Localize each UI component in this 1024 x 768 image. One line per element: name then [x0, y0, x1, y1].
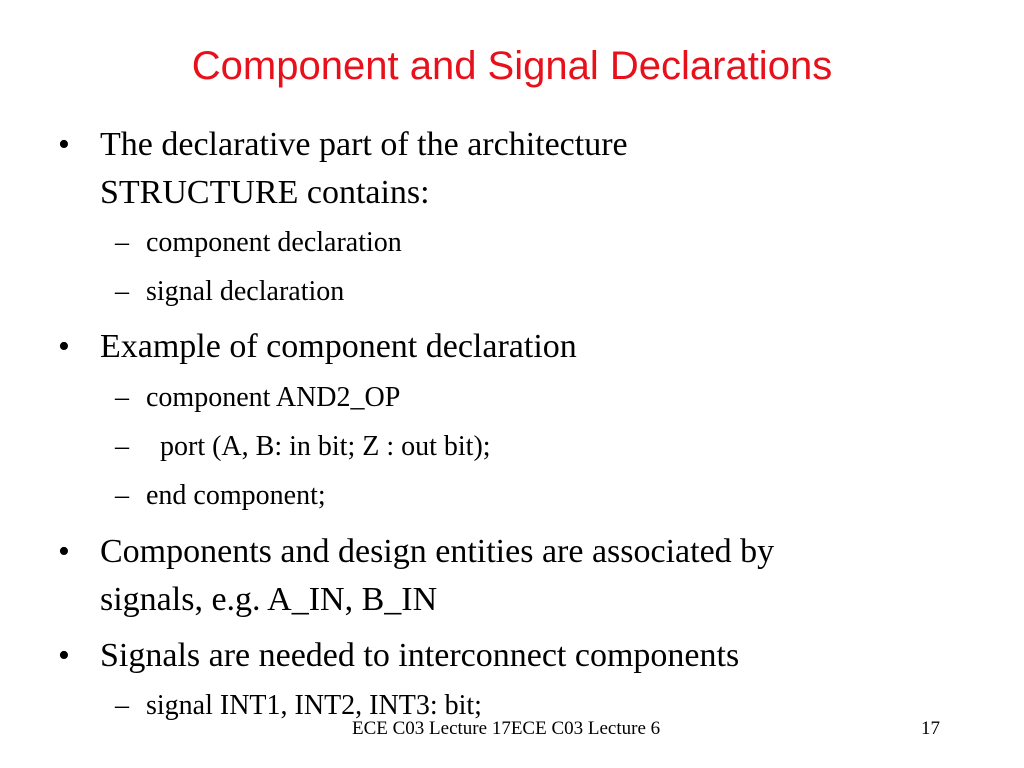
sub-bullet-marker: – [115, 382, 129, 413]
sub-bullet-text: signal INT1, INT2, INT3: bit; [146, 690, 482, 721]
sub-bullet-text: end component; [146, 480, 326, 511]
sub-bullet-text: signal declaration [146, 276, 345, 307]
sub-bullet-marker: – [115, 227, 129, 258]
bullet-text: Signals are needed to interconnect components [100, 637, 740, 674]
bullet-marker: • [58, 328, 70, 365]
sub-bullet-text: component declaration [146, 227, 402, 258]
bullet-marker: • [58, 637, 70, 674]
page-number: 17 [921, 718, 940, 739]
bullet-marker: • [58, 126, 70, 163]
bullet-text: STRUCTURE contains: [100, 174, 430, 211]
sub-bullet-marker: – [115, 690, 129, 721]
footer-text: ECE C03 Lecture 17ECE C03 Lecture 6 [352, 718, 661, 739]
bullet-text: Example of component declaration [100, 328, 577, 365]
slide-title: Component and Signal Declarations [191, 44, 833, 88]
bullet-text: The declarative part of the architecture [100, 126, 628, 163]
bullet-text: Components and design entities are associated by [100, 533, 775, 570]
bullet-text: signals, e.g. A_IN, B_IN [100, 581, 438, 618]
sub-bullet-marker: – [115, 276, 129, 307]
sub-bullet-text: port (A, B: in bit; Z : out bit); [146, 431, 491, 462]
sub-bullet-text: component AND2_OP [146, 382, 401, 413]
sub-bullet-marker: – [115, 480, 129, 511]
sub-bullet-marker: – [115, 431, 129, 462]
bullet-marker: • [58, 533, 70, 570]
